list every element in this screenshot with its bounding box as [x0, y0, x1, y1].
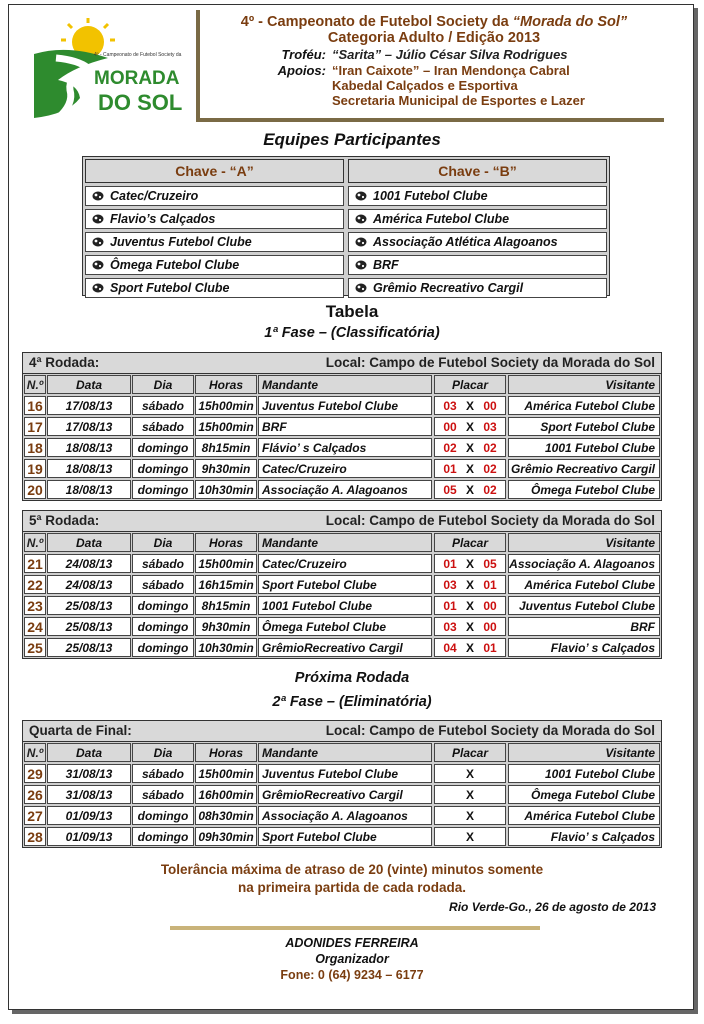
soccer-ball-icon	[92, 191, 104, 201]
away-score: 02	[483, 462, 497, 476]
table-row	[23, 596, 661, 616]
game-time: 16h15min	[195, 575, 257, 594]
round-location: Local: Campo de Futebol Society da Morada do Sol	[325, 513, 655, 528]
game-day: domingo	[132, 617, 194, 636]
col-home: Mandante	[258, 375, 432, 394]
game-number: 22	[24, 575, 46, 594]
game-time: 09h30min	[195, 827, 257, 846]
soccer-ball-icon	[92, 260, 104, 270]
round-4-table	[22, 352, 662, 501]
table-row	[23, 575, 661, 595]
home-team: Associação A. Alagoanos	[258, 480, 432, 499]
group-b-header: Chave - “B”	[348, 159, 607, 183]
soccer-ball-icon	[355, 237, 367, 247]
round-location: Local: Campo de Futebol Society da Morada do Sol	[325, 723, 655, 738]
teams-title: Equipes Participantes	[263, 130, 441, 149]
away-score: 00	[483, 620, 497, 634]
score-separator: X	[465, 399, 474, 413]
away-team: Sport Futebol Clube	[508, 417, 660, 436]
soccer-ball-icon	[92, 237, 104, 247]
score-separator: X	[465, 578, 474, 592]
organizer-name: ADONIDES FERREIRA	[285, 936, 419, 950]
score-separator: X	[465, 809, 474, 823]
game-time: 9h30min	[195, 459, 257, 478]
game-time: 8h15min	[195, 438, 257, 457]
game-day: domingo	[132, 596, 194, 615]
home-team: Sport Futebol Clube	[258, 827, 432, 846]
score	[434, 806, 506, 825]
team-item	[85, 209, 344, 229]
home-score: 00	[443, 420, 457, 434]
group-b	[348, 159, 607, 298]
round-label: 5ª Rodada:	[29, 513, 100, 528]
table-row	[23, 438, 661, 458]
soccer-ball-icon	[92, 214, 104, 224]
col-away: Visitante	[508, 375, 660, 394]
away-score: 01	[483, 578, 497, 592]
home-team: Catec/Cruzeiro	[258, 459, 432, 478]
team-name: BRF	[373, 258, 399, 272]
score-separator: X	[465, 599, 474, 613]
score-separator: X	[465, 767, 474, 781]
game-date: 25/08/13	[47, 617, 131, 636]
score	[434, 396, 506, 415]
signature-line	[170, 926, 540, 930]
game-number: 18	[24, 438, 46, 457]
score	[434, 438, 506, 457]
score-separator: X	[465, 462, 474, 476]
score	[434, 575, 506, 594]
support-1: “Iran Caixote” – Iran Mendonça Cabral	[332, 63, 570, 78]
table-row	[23, 396, 661, 416]
game-date: 18/08/13	[47, 480, 131, 499]
away-team: 1001 Futebol Clube	[508, 438, 660, 457]
away-team: BRF	[508, 617, 660, 636]
game-day: domingo	[132, 806, 194, 825]
game-day: sábado	[132, 764, 194, 783]
next-round-title: Próxima Rodada	[294, 670, 410, 686]
morada-do-sol-logo	[28, 14, 188, 122]
game-day: domingo	[132, 438, 194, 457]
home-team: Catec/Cruzeiro	[258, 554, 432, 573]
game-time: 15h00min	[195, 554, 257, 573]
table-row	[23, 480, 661, 500]
game-date: 01/09/13	[47, 827, 131, 846]
score-separator: X	[465, 788, 474, 802]
away-score: 03	[483, 420, 497, 434]
col-time: Horas	[195, 743, 257, 762]
home-team: BRF	[258, 417, 432, 436]
table-row	[23, 638, 661, 658]
team-name: Flavio’s Calçados	[110, 212, 216, 226]
score	[434, 596, 506, 615]
game-time: 8h15min	[195, 596, 257, 615]
score-separator: X	[465, 620, 474, 634]
team-name: Associação Atlética Alagoanos	[373, 235, 558, 249]
team-name: Sport Futebol Clube	[110, 281, 230, 295]
col-away: Visitante	[508, 743, 660, 762]
col-date: Data	[47, 375, 131, 394]
svg-text:DO SOL: DO SOL	[98, 90, 183, 115]
game-date: 25/08/13	[47, 596, 131, 615]
game-number: 21	[24, 554, 46, 573]
phase-2-title: 2ª Fase – (Eliminatória)	[272, 694, 432, 710]
table-row	[23, 764, 661, 784]
home-team: Associação A. Alagoanos	[258, 806, 432, 825]
score	[434, 764, 506, 783]
away-team: Grêmio Recreativo Cargil	[508, 459, 660, 478]
team-item	[348, 186, 607, 206]
home-team: GrêmioRecreativo Cargil	[258, 638, 432, 657]
team-item	[348, 255, 607, 275]
game-time: 10h30min	[195, 480, 257, 499]
teams-groups	[82, 156, 610, 296]
away-team: América Futebol Clube	[508, 396, 660, 415]
team-item	[85, 278, 344, 298]
score	[434, 459, 506, 478]
game-day: domingo	[132, 459, 194, 478]
col-day: Dia	[132, 375, 194, 394]
game-day: domingo	[132, 480, 194, 499]
col-day: Dia	[132, 533, 194, 552]
game-number: 16	[24, 396, 46, 415]
team-item	[348, 209, 607, 229]
col-score: Placar	[434, 743, 506, 762]
round-label: Quarta de Final:	[29, 723, 132, 738]
home-team: Juventus Futebol Clube	[258, 764, 432, 783]
away-score: 05	[483, 557, 497, 571]
tolerance-note-1: Tolerância máxima de atraso de 20 (vinte) minutos somente	[160, 862, 544, 877]
team-name: 1001 Futebol Clube	[373, 189, 488, 203]
game-number: 27	[24, 806, 46, 825]
away-team: Juventus Futebol Clube	[508, 596, 660, 615]
column-header-row	[23, 375, 661, 395]
svg-text:MORADA: MORADA	[94, 68, 180, 89]
away-team: Associação A. Alagoanos	[508, 554, 660, 573]
home-score: 03	[443, 578, 457, 592]
home-team: Juventus Futebol Clube	[258, 396, 432, 415]
game-date: 17/08/13	[47, 417, 131, 436]
home-score: 05	[443, 483, 457, 497]
soccer-ball-icon	[355, 283, 367, 293]
organizer-role: Organizador	[315, 952, 389, 966]
game-number: 26	[24, 785, 46, 804]
round-label: 4ª Rodada:	[29, 355, 100, 370]
score-separator: X	[465, 557, 474, 571]
game-date: 18/08/13	[47, 459, 131, 478]
score-separator: X	[465, 641, 474, 655]
support-2: Kabedal Calçados e Esportiva	[332, 78, 518, 93]
game-number: 29	[24, 764, 46, 783]
col-day: Dia	[132, 743, 194, 762]
home-team: Flávio’ s Calçados	[258, 438, 432, 457]
table-row	[23, 554, 661, 574]
team-name: Ômega Futebol Clube	[110, 258, 240, 272]
game-date: 01/09/13	[47, 806, 131, 825]
tolerance-note-2: na primeira partida de cada rodada.	[237, 880, 467, 895]
game-date: 31/08/13	[47, 785, 131, 804]
team-name: Juventus Futebol Clube	[110, 235, 252, 249]
trophy-label: Troféu:	[281, 47, 326, 62]
category: Categoria Adulto / Edição 2013	[327, 30, 541, 46]
away-score: 02	[483, 483, 497, 497]
col-num: N.º	[24, 375, 46, 394]
score-separator: X	[465, 420, 474, 434]
game-date: 18/08/13	[47, 438, 131, 457]
game-day: sábado	[132, 396, 194, 415]
col-num: N.º	[24, 533, 46, 552]
team-name: Catec/Cruzeiro	[110, 189, 199, 203]
game-day: sábado	[132, 417, 194, 436]
svg-text:4º - Campeonato de Futebol Soc: 4º - Campeonato de Futebol Society da	[94, 52, 182, 58]
away-team: 1001 Futebol Clube	[508, 764, 660, 783]
game-date: 25/08/13	[47, 638, 131, 657]
table-row	[23, 417, 661, 437]
group-a	[85, 159, 344, 298]
home-score: 03	[443, 399, 457, 413]
away-team: Flavio’ s Calçados	[508, 638, 660, 657]
phase-1-title: 1ª Fase – (Classificatória)	[264, 325, 440, 341]
score	[434, 617, 506, 636]
col-away: Visitante	[508, 533, 660, 552]
home-score: 01	[443, 599, 457, 613]
away-team: América Futebol Clube	[508, 806, 660, 825]
championship-title: 4º - Campeonato de Futebol Society da “Morada do Sol”	[240, 14, 628, 30]
round-location: Local: Campo de Futebol Society da Morada do Sol	[325, 355, 655, 370]
game-time: 08h30min	[195, 806, 257, 825]
col-score: Placar	[434, 533, 506, 552]
game-time: 15h00min	[195, 396, 257, 415]
table-row	[23, 617, 661, 637]
header	[196, 10, 664, 122]
game-day: sábado	[132, 785, 194, 804]
home-score: 04	[443, 641, 457, 655]
game-time: 16h00min	[195, 785, 257, 804]
team-item	[348, 232, 607, 252]
column-header-row	[23, 743, 661, 763]
soccer-ball-icon	[355, 214, 367, 224]
game-date: 17/08/13	[47, 396, 131, 415]
col-time: Horas	[195, 375, 257, 394]
home-score: 02	[443, 441, 457, 455]
game-number: 25	[24, 638, 46, 657]
page-frame	[8, 4, 694, 1010]
game-time: 10h30min	[195, 638, 257, 657]
home-team: 1001 Futebol Clube	[258, 596, 432, 615]
game-time: 9h30min	[195, 617, 257, 636]
team-item	[348, 278, 607, 298]
home-team: GrêmioRecreativo Cargil	[258, 785, 432, 804]
column-header-row	[23, 533, 661, 553]
away-team: América Futebol Clube	[508, 575, 660, 594]
game-number: 19	[24, 459, 46, 478]
game-date: 24/08/13	[47, 554, 131, 573]
soccer-ball-icon	[355, 191, 367, 201]
table-row	[23, 827, 661, 847]
away-team: Ômega Futebol Clube	[508, 785, 660, 804]
table-row	[23, 806, 661, 826]
away-score: 00	[483, 399, 497, 413]
game-date: 24/08/13	[47, 575, 131, 594]
away-team: Flavio’ s Calçados	[508, 827, 660, 846]
game-day: sábado	[132, 554, 194, 573]
game-number: 24	[24, 617, 46, 636]
trophy-value: “Sarita” – Júlio César Silva Rodrigues	[332, 47, 568, 62]
score	[434, 827, 506, 846]
table-title: Tabela	[325, 302, 379, 321]
game-day: domingo	[132, 638, 194, 657]
quarter-final-table	[22, 720, 662, 848]
away-score: 01	[483, 641, 497, 655]
score	[434, 638, 506, 657]
home-team: Sport Futebol Clube	[258, 575, 432, 594]
score-separator: X	[465, 483, 474, 497]
game-date: 31/08/13	[47, 764, 131, 783]
home-score: 01	[443, 557, 457, 571]
score	[434, 554, 506, 573]
away-score: 00	[483, 599, 497, 613]
game-number: 23	[24, 596, 46, 615]
table-row	[23, 785, 661, 805]
group-a-header: Chave - “A”	[85, 159, 344, 183]
team-name: América Futebol Clube	[373, 212, 510, 226]
col-num: N.º	[24, 743, 46, 762]
home-score: 01	[443, 462, 457, 476]
col-date: Data	[47, 743, 131, 762]
score-separator: X	[465, 830, 474, 844]
team-item	[85, 232, 344, 252]
game-number: 17	[24, 417, 46, 436]
home-score: 03	[443, 620, 457, 634]
game-number: 28	[24, 827, 46, 846]
col-time: Horas	[195, 533, 257, 552]
score	[434, 785, 506, 804]
organizer-phone: Fone: 0 (64) 9234 – 6177	[280, 968, 424, 982]
team-item	[85, 186, 344, 206]
game-day: domingo	[132, 827, 194, 846]
away-score: 02	[483, 441, 497, 455]
score-separator: X	[465, 441, 474, 455]
col-home: Mandante	[258, 743, 432, 762]
team-item	[85, 255, 344, 275]
round-5-table	[22, 510, 662, 659]
support-3: Secretaria Municipal de Esportes e Lazer	[332, 93, 585, 108]
game-day: sábado	[132, 575, 194, 594]
soccer-ball-icon	[355, 260, 367, 270]
support-label: Apoios:	[277, 63, 326, 78]
col-home: Mandante	[258, 533, 432, 552]
away-team: Ômega Futebol Clube	[508, 480, 660, 499]
game-time: 15h00min	[195, 764, 257, 783]
game-time: 15h00min	[195, 417, 257, 436]
col-score: Placar	[434, 375, 506, 394]
game-number: 20	[24, 480, 46, 499]
home-team: Ômega Futebol Clube	[258, 617, 432, 636]
score	[434, 417, 506, 436]
col-date: Data	[47, 533, 131, 552]
soccer-ball-icon	[92, 283, 104, 293]
score	[434, 480, 506, 499]
place-date: Rio Verde-Go., 26 de agosto de 2013	[449, 900, 656, 914]
team-name: Grêmio Recreativo Cargil	[373, 281, 524, 295]
table-row	[23, 459, 661, 479]
